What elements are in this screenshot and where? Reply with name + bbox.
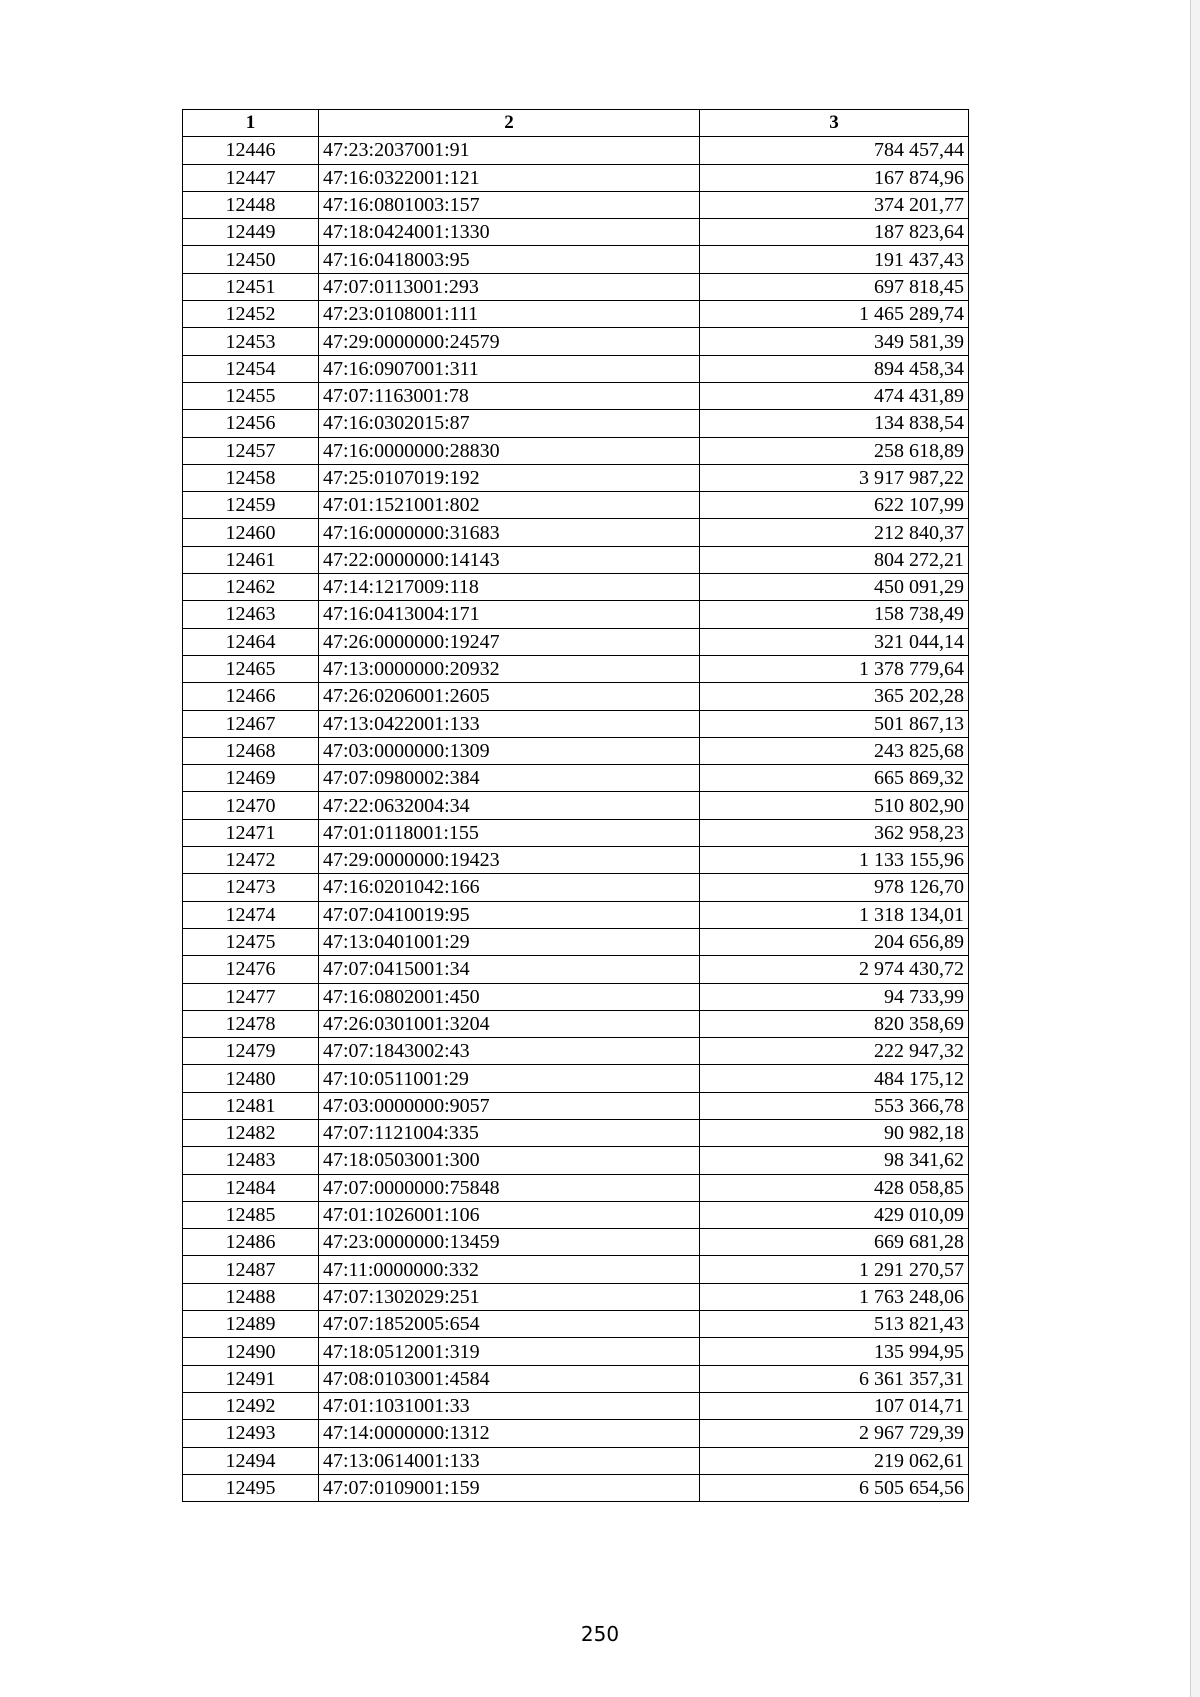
amount-cell: 135 994,95 xyxy=(700,1338,969,1365)
column-header-2: 2 xyxy=(319,110,700,137)
row-number-cell: 12472 xyxy=(183,847,319,874)
cadastral-number-cell: 47:16:0302015:87 xyxy=(319,410,700,437)
cadastral-number-cell: 47:01:1026001:106 xyxy=(319,1201,700,1228)
amount-cell: 784 457,44 xyxy=(700,137,969,164)
table-row xyxy=(183,1065,969,1092)
row-number-cell: 12483 xyxy=(183,1147,319,1174)
cadastral-number-cell: 47:16:0000000:31683 xyxy=(319,519,700,546)
row-number-cell: 12459 xyxy=(183,492,319,519)
amount-cell: 429 010,09 xyxy=(700,1201,969,1228)
table-row xyxy=(183,1365,969,1392)
table-row xyxy=(183,956,969,983)
amount-cell: 94 733,99 xyxy=(700,983,969,1010)
table-row xyxy=(183,301,969,328)
cadastral-number-cell: 47:03:0000000:9057 xyxy=(319,1092,700,1119)
amount-cell: 669 681,28 xyxy=(700,1229,969,1256)
amount-cell: 212 840,37 xyxy=(700,519,969,546)
table-row xyxy=(183,546,969,573)
amount-cell: 484 175,12 xyxy=(700,1065,969,1092)
cadastral-number-cell: 47:16:0802001:450 xyxy=(319,983,700,1010)
row-number-cell: 12446 xyxy=(183,137,319,164)
row-number-cell: 12451 xyxy=(183,273,319,300)
cadastral-number-cell: 47:13:0401001:29 xyxy=(319,928,700,955)
table-row xyxy=(183,683,969,710)
row-number-cell: 12450 xyxy=(183,246,319,273)
cadastral-number-cell: 47:26:0000000:19247 xyxy=(319,628,700,655)
amount-cell: 374 201,77 xyxy=(700,191,969,218)
row-number-cell: 12467 xyxy=(183,710,319,737)
table-row xyxy=(183,137,969,164)
cadastral-number-cell: 47:07:1843002:43 xyxy=(319,1038,700,1065)
table-header-row xyxy=(183,110,969,137)
table-row xyxy=(183,847,969,874)
page-edge xyxy=(1190,0,1200,1697)
table-row xyxy=(183,574,969,601)
table-row xyxy=(183,1338,969,1365)
table-row xyxy=(183,410,969,437)
cadastral-number-cell: 47:23:0108001:111 xyxy=(319,301,700,328)
row-number-cell: 12457 xyxy=(183,437,319,464)
amount-cell: 665 869,32 xyxy=(700,765,969,792)
cadastral-number-cell: 47:23:2037001:91 xyxy=(319,137,700,164)
amount-cell: 1 465 289,74 xyxy=(700,301,969,328)
amount-cell: 3 917 987,22 xyxy=(700,464,969,491)
row-number-cell: 12474 xyxy=(183,901,319,928)
amount-cell: 204 656,89 xyxy=(700,928,969,955)
row-number-cell: 12493 xyxy=(183,1420,319,1447)
table-row xyxy=(183,628,969,655)
table-row xyxy=(183,1311,969,1338)
table-row xyxy=(183,655,969,682)
amount-cell: 1 133 155,96 xyxy=(700,847,969,874)
amount-cell: 697 818,45 xyxy=(700,273,969,300)
cadastral-number-cell: 47:13:0614001:133 xyxy=(319,1447,700,1474)
row-number-cell: 12452 xyxy=(183,301,319,328)
table-row xyxy=(183,273,969,300)
row-number-cell: 12454 xyxy=(183,355,319,382)
table-row xyxy=(183,191,969,218)
row-number-cell: 12495 xyxy=(183,1474,319,1501)
row-number-cell: 12469 xyxy=(183,765,319,792)
amount-cell: 158 738,49 xyxy=(700,601,969,628)
table-row xyxy=(183,710,969,737)
amount-cell: 191 437,43 xyxy=(700,246,969,273)
table-row xyxy=(183,737,969,764)
amount-cell: 510 802,90 xyxy=(700,792,969,819)
cadastral-number-cell: 47:03:0000000:1309 xyxy=(319,737,700,764)
cadastral-number-cell: 47:07:1302029:251 xyxy=(319,1283,700,1310)
amount-cell: 321 044,14 xyxy=(700,628,969,655)
row-number-cell: 12494 xyxy=(183,1447,319,1474)
row-number-cell: 12484 xyxy=(183,1174,319,1201)
row-number-cell: 12475 xyxy=(183,928,319,955)
table-row xyxy=(183,492,969,519)
amount-cell: 513 821,43 xyxy=(700,1311,969,1338)
table-row xyxy=(183,1474,969,1501)
cadastral-number-cell: 47:16:0418003:95 xyxy=(319,246,700,273)
amount-cell: 365 202,28 xyxy=(700,683,969,710)
row-number-cell: 12460 xyxy=(183,519,319,546)
cadastral-number-cell: 47:25:0107019:192 xyxy=(319,464,700,491)
amount-cell: 98 341,62 xyxy=(700,1147,969,1174)
table-row xyxy=(183,874,969,901)
row-number-cell: 12471 xyxy=(183,819,319,846)
data-table xyxy=(182,109,969,1502)
table-row xyxy=(183,1283,969,1310)
amount-cell: 1 378 779,64 xyxy=(700,655,969,682)
table-row xyxy=(183,464,969,491)
cadastral-number-cell: 47:07:0000000:75848 xyxy=(319,1174,700,1201)
amount-cell: 222 947,32 xyxy=(700,1038,969,1065)
row-number-cell: 12485 xyxy=(183,1201,319,1228)
cadastral-number-cell: 47:22:0000000:14143 xyxy=(319,546,700,573)
amount-cell: 450 091,29 xyxy=(700,574,969,601)
row-number-cell: 12481 xyxy=(183,1092,319,1119)
amount-cell: 2 974 430,72 xyxy=(700,956,969,983)
amount-cell: 2 967 729,39 xyxy=(700,1420,969,1447)
cadastral-number-cell: 47:14:1217009:118 xyxy=(319,574,700,601)
cadastral-number-cell: 47:01:1031001:33 xyxy=(319,1392,700,1419)
cadastral-number-cell: 47:07:0415001:34 xyxy=(319,956,700,983)
column-header-3: 3 xyxy=(700,110,969,137)
cadastral-number-cell: 47:01:0118001:155 xyxy=(319,819,700,846)
table-row xyxy=(183,601,969,628)
table-row xyxy=(183,355,969,382)
amount-cell: 553 366,78 xyxy=(700,1092,969,1119)
cadastral-number-cell: 47:18:0503001:300 xyxy=(319,1147,700,1174)
cadastral-number-cell: 47:07:0113001:293 xyxy=(319,273,700,300)
table-row xyxy=(183,1119,969,1146)
cadastral-number-cell: 47:16:0413004:171 xyxy=(319,601,700,628)
amount-cell: 187 823,64 xyxy=(700,219,969,246)
table-row xyxy=(183,219,969,246)
row-number-cell: 12489 xyxy=(183,1311,319,1338)
table-row xyxy=(183,1147,969,1174)
cadastral-number-cell: 47:13:0422001:133 xyxy=(319,710,700,737)
row-number-cell: 12466 xyxy=(183,683,319,710)
amount-cell: 349 581,39 xyxy=(700,328,969,355)
table-row xyxy=(183,1010,969,1037)
cadastral-number-cell: 47:18:0424001:1330 xyxy=(319,219,700,246)
table-row xyxy=(183,1201,969,1228)
table-row xyxy=(183,1229,969,1256)
cadastral-number-cell: 47:16:0322001:121 xyxy=(319,164,700,191)
cadastral-number-cell: 47:18:0512001:319 xyxy=(319,1338,700,1365)
row-number-cell: 12491 xyxy=(183,1365,319,1392)
row-number-cell: 12453 xyxy=(183,328,319,355)
amount-cell: 90 982,18 xyxy=(700,1119,969,1146)
table-row xyxy=(183,1420,969,1447)
cadastral-number-cell: 47:13:0000000:20932 xyxy=(319,655,700,682)
table-row xyxy=(183,928,969,955)
table-row xyxy=(183,819,969,846)
table-row xyxy=(183,1392,969,1419)
amount-cell: 820 358,69 xyxy=(700,1010,969,1037)
row-number-cell: 12468 xyxy=(183,737,319,764)
cadastral-number-cell: 47:16:0801003:157 xyxy=(319,191,700,218)
amount-cell: 894 458,34 xyxy=(700,355,969,382)
row-number-cell: 12479 xyxy=(183,1038,319,1065)
row-number-cell: 12477 xyxy=(183,983,319,1010)
table-row xyxy=(183,1256,969,1283)
amount-cell: 1 291 270,57 xyxy=(700,1256,969,1283)
amount-cell: 1 763 248,06 xyxy=(700,1283,969,1310)
amount-cell: 428 058,85 xyxy=(700,1174,969,1201)
cadastral-number-cell: 47:11:0000000:332 xyxy=(319,1256,700,1283)
amount-cell: 6 505 654,56 xyxy=(700,1474,969,1501)
amount-cell: 134 838,54 xyxy=(700,410,969,437)
row-number-cell: 12487 xyxy=(183,1256,319,1283)
cadastral-number-cell: 47:10:0511001:29 xyxy=(319,1065,700,1092)
cadastral-number-cell: 47:07:0109001:159 xyxy=(319,1474,700,1501)
row-number-cell: 12488 xyxy=(183,1283,319,1310)
amount-cell: 362 958,23 xyxy=(700,819,969,846)
cadastral-number-cell: 47:29:0000000:24579 xyxy=(319,328,700,355)
cadastral-number-cell: 47:26:0301001:3204 xyxy=(319,1010,700,1037)
amount-cell: 6 361 357,31 xyxy=(700,1365,969,1392)
row-number-cell: 12458 xyxy=(183,464,319,491)
table-row xyxy=(183,901,969,928)
cadastral-number-cell: 47:07:0980002:384 xyxy=(319,765,700,792)
cadastral-number-cell: 47:08:0103001:4584 xyxy=(319,1365,700,1392)
table-row xyxy=(183,382,969,409)
row-number-cell: 12447 xyxy=(183,164,319,191)
cadastral-number-cell: 47:26:0206001:2605 xyxy=(319,683,700,710)
cadastral-number-cell: 47:16:0201042:166 xyxy=(319,874,700,901)
row-number-cell: 12490 xyxy=(183,1338,319,1365)
row-number-cell: 12448 xyxy=(183,191,319,218)
table-row xyxy=(183,437,969,464)
cadastral-number-cell: 47:01:1521001:802 xyxy=(319,492,700,519)
amount-cell: 243 825,68 xyxy=(700,737,969,764)
cadastral-number-cell: 47:23:0000000:13459 xyxy=(319,1229,700,1256)
row-number-cell: 12470 xyxy=(183,792,319,819)
amount-cell: 474 431,89 xyxy=(700,382,969,409)
table-row xyxy=(183,983,969,1010)
cadastral-number-cell: 47:07:1163001:78 xyxy=(319,382,700,409)
table-row xyxy=(183,1447,969,1474)
amount-cell: 219 062,61 xyxy=(700,1447,969,1474)
amount-cell: 258 618,89 xyxy=(700,437,969,464)
amount-cell: 107 014,71 xyxy=(700,1392,969,1419)
table-body xyxy=(183,137,969,1502)
cadastral-number-cell: 47:07:1121004:335 xyxy=(319,1119,700,1146)
row-number-cell: 12464 xyxy=(183,628,319,655)
table-row xyxy=(183,765,969,792)
amount-cell: 501 867,13 xyxy=(700,710,969,737)
row-number-cell: 12492 xyxy=(183,1392,319,1419)
amount-cell: 167 874,96 xyxy=(700,164,969,191)
table-row xyxy=(183,328,969,355)
row-number-cell: 12473 xyxy=(183,874,319,901)
amount-cell: 622 107,99 xyxy=(700,492,969,519)
row-number-cell: 12476 xyxy=(183,956,319,983)
row-number-cell: 12456 xyxy=(183,410,319,437)
table-row xyxy=(183,1174,969,1201)
row-number-cell: 12465 xyxy=(183,655,319,682)
cadastral-number-cell: 47:14:0000000:1312 xyxy=(319,1420,700,1447)
row-number-cell: 12455 xyxy=(183,382,319,409)
cadastral-number-cell: 47:16:0000000:28830 xyxy=(319,437,700,464)
table-row xyxy=(183,164,969,191)
cadastral-number-cell: 47:07:1852005:654 xyxy=(319,1311,700,1338)
row-number-cell: 12461 xyxy=(183,546,319,573)
row-number-cell: 12478 xyxy=(183,1010,319,1037)
table-row xyxy=(183,246,969,273)
row-number-cell: 12462 xyxy=(183,574,319,601)
amount-cell: 804 272,21 xyxy=(700,546,969,573)
cadastral-number-cell: 47:22:0632004:34 xyxy=(319,792,700,819)
amount-cell: 1 318 134,01 xyxy=(700,901,969,928)
table-row xyxy=(183,519,969,546)
row-number-cell: 12463 xyxy=(183,601,319,628)
table-row xyxy=(183,792,969,819)
row-number-cell: 12486 xyxy=(183,1229,319,1256)
row-number-cell: 12480 xyxy=(183,1065,319,1092)
column-header-1: 1 xyxy=(183,110,319,137)
row-number-cell: 12449 xyxy=(183,219,319,246)
cadastral-number-cell: 47:16:0907001:311 xyxy=(319,355,700,382)
table-row xyxy=(183,1092,969,1119)
table-row xyxy=(183,1038,969,1065)
cadastral-number-cell: 47:07:0410019:95 xyxy=(319,901,700,928)
cadastral-number-cell: 47:29:0000000:19423 xyxy=(319,847,700,874)
page-number: 250 xyxy=(580,1622,620,1646)
amount-cell: 978 126,70 xyxy=(700,874,969,901)
row-number-cell: 12482 xyxy=(183,1119,319,1146)
